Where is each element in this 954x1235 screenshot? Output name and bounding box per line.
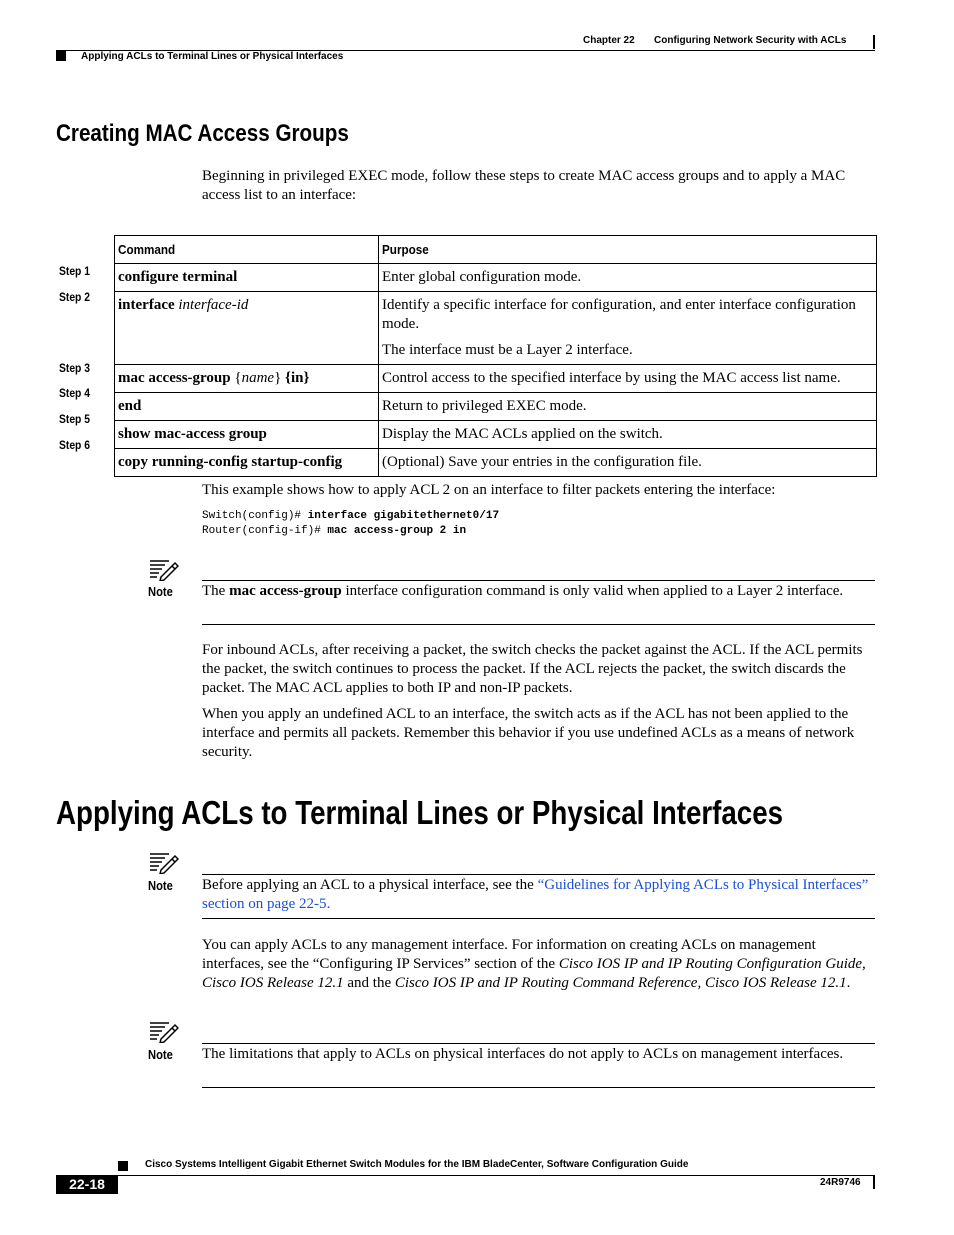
note-pencil-icon [149,1021,179,1043]
note-top-rule [202,580,875,581]
note2-text: Before applying an ACL to a physical interface, see the “Guidelines for Applying ACLs to Physical Interfaces” section on page 22-5. [202,877,869,912]
note-pencil-icon [149,852,179,874]
paragraph-undefined-acl: When you apply an undefined ACL to an interface, the switch acts as if the ACL has not been applied to the interface and permits all packets. Remember this behavior if you use undefined ACLs as a means of network security. [202,706,855,760]
footer-rule [56,1175,875,1176]
footer-vertical-rule [873,1175,875,1189]
purpose-cell: Enter global configuration mode. [379,264,877,292]
command-cell: copy running-config startup-config [115,449,379,477]
paragraph-inbound-acls: For inbound ACLs, after receiving a packet, the switch checks the packet against the ACL. If the ACL permits the packet, the switch continues to process the packet. If the ACL rejects the packet, the switch discards the packet. The MAC ACL applies to both IP and non-IP packets. [202,642,863,696]
note-label: Note [148,1047,173,1062]
section1-intro: Beginning in privileged EXEC mode, follow these steps to create MAC access groups and to apply a MAC access list to an interface: [202,168,846,203]
example-intro: This example shows how to apply ACL 2 on an interface to filter packets entering the interface: [202,482,776,498]
command-table [114,235,877,477]
section-title-applying-acls: Applying ACLs to Terminal Lines or Physical Interfaces [56,794,784,831]
footer-page-number: 22-18 [69,1176,105,1192]
table-row [115,292,877,365]
note-bottom-rule [202,1087,875,1088]
command-cell: show mac-access group [115,421,379,449]
purpose-text-2: The interface must be a Layer 2 interface. [382,342,633,358]
note-label: Note [148,584,173,599]
header-section: Applying ACLs to Terminal Lines or Physical Interfaces [81,51,344,62]
note-bottom-rule [202,918,875,919]
command-cell: end [115,393,379,421]
footer-block-marker [118,1161,128,1171]
column-header-command: Command [115,236,379,264]
note1-text: The mac access-group interface configuration command is only valid when applied to a Layer 2 interface. [202,583,844,599]
guidelines-link[interactable]: “Guidelines for Applying ACLs to Physical Interfaces” section on page 22-5 [202,877,869,912]
table-row [115,421,877,449]
table-header-row [115,236,877,264]
note-label: Note [148,878,173,893]
header-chapter: Chapter 22 [583,35,635,46]
section-title-mac-access-groups: Creating MAC Access Groups [56,120,349,147]
purpose-cell: Return to privileged EXEC mode. [379,393,877,421]
purpose-cell [379,292,877,365]
command-cell: interface interface-id [115,292,379,365]
purpose-cell: Display the MAC ACLs applied on the switch. [379,421,877,449]
table-row [115,449,877,477]
footer-book-title: Cisco Systems Intelligent Gigabit Ethernet Switch Modules for the IBM BladeCenter, Software Configuration Guide [145,1159,689,1170]
note-top-rule [202,1043,875,1044]
header-vertical-rule [873,35,875,49]
step-label: Step 4 [59,386,90,400]
note-pencil-icon [149,559,179,581]
command-cell: mac access-group {name} {in} [115,365,379,393]
purpose-text: Identify a specific interface for configuration, and enter interface configuration mode. [382,297,856,332]
step-label: Step 5 [59,412,90,426]
step-label: Step 1 [59,264,90,278]
code-line-1: Switch(config)# interface gigabitethernet0/17 [202,510,500,522]
table-row [115,264,877,292]
note-top-rule [202,874,875,875]
purpose-cell: (Optional) Save your entries in the configuration file. [379,449,877,477]
step-label: Step 6 [59,438,90,452]
table-row [115,393,877,421]
note3-text: The limitations that apply to ACLs on physical interfaces do not apply to ACLs on management interfaces. [202,1046,844,1062]
note-bottom-rule [202,624,875,625]
code-line-2: Router(config-if)# mac access-group 2 in [202,525,467,537]
step-label: Step 3 [59,361,90,375]
footer-doc-number: 24R9746 [820,1177,861,1188]
step-label: Step 2 [59,290,90,304]
command-cell: configure terminal [115,264,379,292]
purpose-cell: Control access to the specified interface by using the MAC access list name. [379,365,877,393]
column-header-purpose: Purpose [379,236,877,264]
paragraph-management-interface: You can apply ACLs to any management interface. For information on creating ACLs on management interfaces, see the “Configuring IP Services” section of the Cisco IOS IP and IP Routing Configuration Guide, Cisco IOS Release 12.1 and the Cisco IOS IP and IP Routing Command Reference, Cisco IOS Release 12.1. [202,937,866,991]
footer-page-number-box [56,1175,118,1194]
table-row [115,365,877,393]
header-chapter-title: Configuring Network Security with ACLs [654,35,847,46]
header-block-marker [56,51,66,61]
